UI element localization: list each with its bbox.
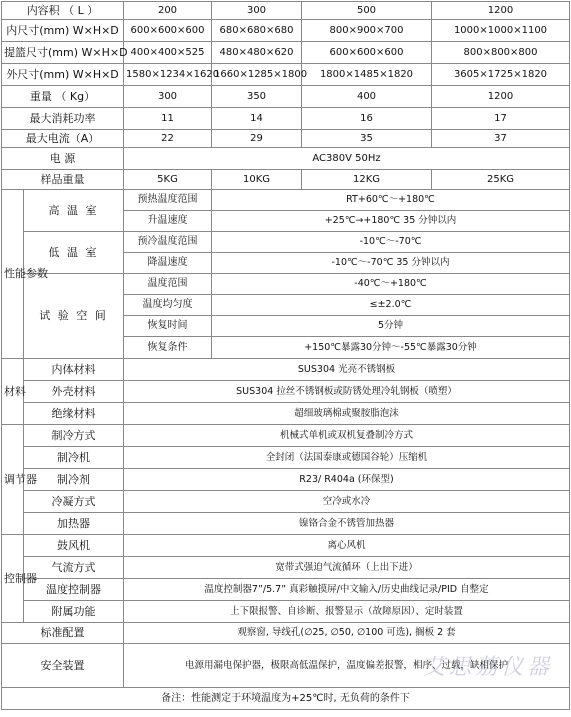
volume-label: 内容积 （ L ） [2,2,124,20]
inner-value: 800×900×700 [302,20,432,42]
control-item-value: 离心风机 [124,535,570,557]
power-value: 11 [124,108,212,130]
weight-value: 300 [124,86,212,108]
row-control-3 [2,601,570,623]
row-control-1 [2,557,570,579]
sample-value: 25KG [432,170,570,190]
param-label: 升温速度 [124,211,212,232]
row-perf-low-0 [2,232,570,253]
power-value: 16 [302,108,432,130]
row-sample [2,170,570,190]
regulator-item-label: 冷凝方式 [24,491,124,513]
note-text: 备注：性能测定于环境温度为+25℃时, 无负荷的条件下 [2,688,570,710]
regulator-group-label: 调节器 [2,425,24,535]
basket-label: 提篮尺寸(mm) W×H×D [2,42,124,64]
control-item-label: 鼓风机 [24,535,124,557]
sample-value: 12KG [302,170,432,190]
row-volume [2,2,570,20]
safety-label: 安全装置 [2,644,124,688]
param-label: 降温速度 [124,253,212,274]
regulator-item-label: 加热器 [24,513,124,535]
row-control-2 [2,579,570,601]
regulator-item-label: 制冷剂 [24,469,124,491]
basket-value: 600×600×600 [302,42,432,64]
high-chamber-label: 高 温 室 [24,190,124,232]
weight-value: 350 [212,86,302,108]
param-label: 恢复时间 [124,316,212,337]
outer-value: 3605×1725×1820 [432,64,570,86]
param-value: +150℃暴露30分钟～-55℃暴露30分钟 [212,337,570,359]
standard-label: 标准配置 [2,623,124,644]
row-outer [2,64,570,86]
weight-label: 重量 （ Kg） [2,86,124,108]
row-perf-high-0 [2,190,570,211]
row-standard [2,623,570,644]
param-label: 预冷温度范围 [124,232,212,253]
spec-table [1,1,570,710]
control-group-label: 控制器 [2,535,24,623]
outer-label: 外尺寸(mm) W×H×D [2,64,124,86]
material-item-label: 绝缘材料 [24,403,124,425]
current-value: 22 [124,130,212,148]
control-item-value: 上下限报警、自诊断、报警显示（故障原因）、定时装置 [124,601,570,623]
row-basket [2,42,570,64]
row-material-1 [2,381,570,403]
param-value: 5分钟 [212,316,570,337]
param-label: 恢复条件 [124,337,212,359]
control-item-value: 宽带式强迫气流循环（上出下进） [124,557,570,579]
regulator-item-value: 全封闭（法国泰康或德国谷轮）压缩机 [124,447,570,469]
low-chamber-label: 低 温 室 [24,232,124,274]
row-regulator-3 [2,491,570,513]
test-chamber-label: 试 验 空 间 [24,274,124,359]
volume-value: 500 [302,2,432,20]
outer-value: 1800×1485×1820 [302,64,432,86]
standard-value: 观察窗, 导线孔(∅25, ∅50, ∅100 可选), 搁板 2 套 [124,623,570,644]
material-group-label: 材料 [2,359,24,425]
material-item-value: 超细玻璃棉或聚胺脂泡沫 [124,403,570,425]
control-item-label: 附属功能 [24,601,124,623]
supply-label: 电 源 [2,148,124,170]
regulator-item-value: 镍铬合金不锈管加热器 [124,513,570,535]
volume-value: 200 [124,2,212,20]
performance-group-label: 性能参数 [2,190,24,359]
weight-value: 400 [302,86,432,108]
safety-value: 电源用漏电保护器，极限高低温保护，温度偏差报警，相序、过载，缺相保护 [124,644,570,688]
outer-value: 1580×1234×1620 [124,64,212,86]
param-value: -10℃～-70℃ [212,232,570,253]
regulator-item-value: 空冷或水冷 [124,491,570,513]
watermark-logo: 艾思荔仪器 [422,655,553,680]
weight-value: 1200 [432,86,570,108]
power-value: 17 [432,108,570,130]
param-value: RT+60℃～+180℃ [212,190,570,211]
row-material-2 [2,403,570,425]
outer-value: 1660×1285×1800 [212,64,302,86]
volume-value: 1200 [432,2,570,20]
basket-value: 480×480×620 [212,42,302,64]
param-label: 预热温度范围 [124,190,212,211]
regulator-item-label: 制冷方式 [24,425,124,447]
sample-value: 5KG [124,170,212,190]
current-value: 37 [432,130,570,148]
inner-label: 内尺寸(mm) W×H×D [2,20,124,42]
basket-value: 400×400×525 [124,42,212,64]
param-label: 温度均匀度 [124,295,212,316]
regulator-item-value: R23/ R404a (环保型) [124,469,570,491]
row-supply [2,148,570,170]
row-regulator-2 [2,469,570,491]
power-value: 14 [212,108,302,130]
regulator-item-value: 机械式单机或双机复叠制冷方式 [124,425,570,447]
power-label: 最大消耗功率 [2,108,124,130]
row-material-0 [2,359,570,381]
basket-value: 800×800×800 [432,42,570,64]
current-value: 35 [302,130,432,148]
param-value: -40℃～+180℃ [212,274,570,295]
row-control-0 [2,535,570,557]
regulator-item-label: 制冷机 [24,447,124,469]
row-regulator-1 [2,447,570,469]
inner-value: 1000×1000×1100 [432,20,570,42]
control-item-label: 气流方式 [24,557,124,579]
material-item-label: 内体材料 [24,359,124,381]
control-item-label: 温度控制器 [24,579,124,601]
row-weight [2,86,570,108]
sample-label: 样品重量 [2,170,124,190]
param-label: 温度范围 [124,274,212,295]
sample-value: 10KG [212,170,302,190]
row-perf-test-0 [2,274,570,295]
material-item-label: 外壳材料 [24,381,124,403]
param-value: ≤±2.0℃ [212,295,570,316]
row-regulator-4 [2,513,570,535]
inner-value: 600×600×600 [124,20,212,42]
volume-value: 300 [212,2,302,20]
row-note [2,688,570,710]
row-current [2,130,570,148]
inner-value: 680×680×680 [212,20,302,42]
material-item-value: SUS304 拉丝不锈钢板或防锈处理冷轧钢板（喷塑） [124,381,570,403]
current-value: 29 [212,130,302,148]
row-inner [2,20,570,42]
control-item-value: 温度控制器7”/5.7” 真彩触摸屏/中文输入/历史曲线记录/PID 自整定 [124,579,570,601]
current-label: 最大电流（A） [2,130,124,148]
supply-value: AC380V 50Hz [124,148,570,170]
row-regulator-0 [2,425,570,447]
material-item-value: SUS304 光亮不锈钢板 [124,359,570,381]
param-value: +25℃→+180℃ 35 分钟以内 [212,211,570,232]
row-power [2,108,570,130]
param-value: -10℃～-70℃ 35 分钟以内 [212,253,570,274]
